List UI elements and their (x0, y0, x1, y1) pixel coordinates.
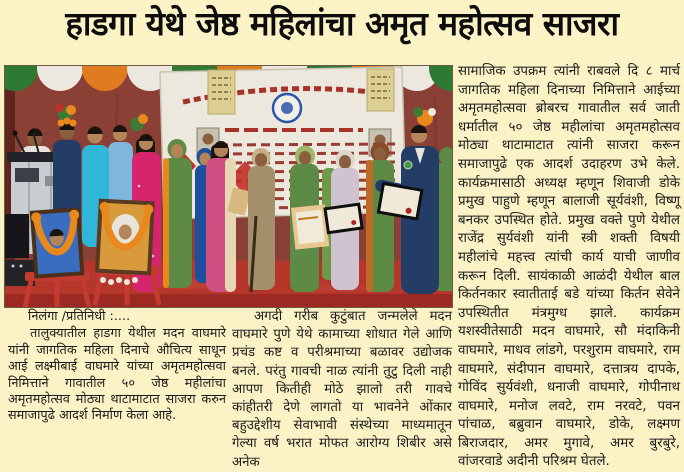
portrait-right (95, 199, 155, 276)
article-column-left (8, 309, 226, 425)
article-photo (5, 66, 452, 307)
article-text-right: सामाजिक उपक्रम त्यांनी राबवले दि ८ मार्च जागतिक महिला दिनाच्या निमित्ताने आईच्या अमृतमहोत्सवा ब्रोबरच गावातील सर्व जाती धर्मातील ५० जेष्ठ महीलांचा अमृतमहोत्सव मोठ्या थाटामाटात त्यांनी साजरा करून समाजापुढे एक आदर्श उदाहरण उभे केले. कार्यक्रमासाठी अध्यक्ष म्हणून शिवाजी डोके प्रमुख पाहुणे म्हणून बालाजी सूर्यवंशी, विष्णू बनकर उपस्थित होते. प्रमुख वक्ते पुणे येथील राजेंद्र सुर्यवंशी यांनी स्त्री शक्ती विषयी महीलांचे महत्त्व त्यांची कार्य याची जाणीव करून दिली. सायंकाळी आळंदी येथील बाल किर्तनकार स्वातीताई बडे यांच्या किर्तन सेवेने उपस्थितीत मंत्रमुग्ध झाले. कार्यक्रम यशस्वीतेसाठी मदन वाघमारे, सौ मंदाकिनी वाघमारे, माधव लांडगे, परशुराम वाघमारे, राम वाघमारे, संदीपान वाघमारे, दत्तात्रय दापके, गोविंद सुर्यवंशी, धनाजी वाघमारे, गोपीनाथ वाघमारे, मनोज लवटे, राम नरवटे, पवन पांचाळ, बब्रुवान वाघमारे, डोके, लक्ष्मण बिराजदार, अमर मुगावे, अमर बुरबुरे, वांजरवाडे अदीनी परिश्रम घेतले. (458, 64, 680, 470)
stage-group-photo-illustration (5, 66, 452, 307)
dateline: निलंगा /प्रतिनिधी :.... (28, 309, 131, 324)
article-column-right (458, 63, 680, 470)
article-column-middle (232, 308, 452, 472)
portrait-left (30, 207, 85, 278)
article-text-left: तालुक्यातील हाडगा येथील मदन वाघमारे यांनी जागतिक महिला दिनाचे औचित्य साधून आई लक्ष्मीबाई वाघमारे यांच्या अमृतमहोत्सवा निमित्ताने गावातील ५० जेष्ठ महीलांचा अमृतमहोत्सव मोठ्या थाटामाटात साजरा करुन समाजापुढे आदर्श निर्माण केला आहे. (8, 326, 226, 424)
headline: हाडगा येथे जेष्ठ महिलांचा अमृत महोत्सव साजरा (65, 4, 619, 43)
article-text-middle: अगदी गरीब कुटुंबात जन्मलेले मदन वाघमारे पुणे येथे कामाच्या शोधात गेले आणि प्रचंड कष्ट व परीश्रमाच्या बळावर उद्योजक बनले. परंतु गावची नाळ त्यांनी तुटु दिली नाही आपण कितीही मोठे झालो तरी गावचे कांहीतरी देणे लागतो या भावनेने ओंकार बहुउद्देशीय सेवाभावी संस्थेच्या माध्यमातून गेल्या वर्ष भरात मोफत आरोग्य शिबीर असे अनेक (232, 309, 452, 470)
